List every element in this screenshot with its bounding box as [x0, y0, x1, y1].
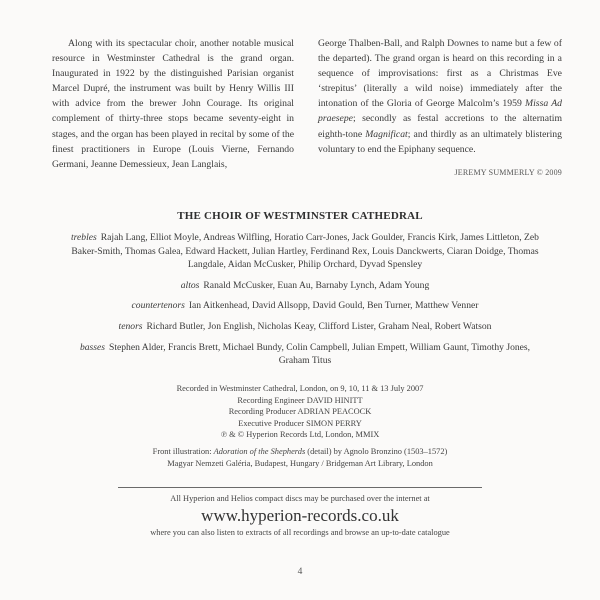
voice-members: Ranald McCusker, Euan Au, Barnaby Lynch, Adam Young — [203, 279, 430, 291]
voice-members: Richard Butler, Jon English, Nicholas Keay, Clifford Lister, Graham Neal, Robert Watson — [146, 320, 492, 332]
page-number: 4 — [297, 567, 303, 577]
recording-producer: Recording Producer ADRIAN PEACOCK — [228, 407, 372, 417]
author-signature: JEREMY SUMMERLY © 2009 — [454, 168, 562, 177]
essay-text: ; secondly as festal accretions to the alternatim eighth-tone — [318, 113, 562, 140]
voice-members: Ian Aitkenhead, David Allsopp, David Gould, Ben Turner, Matthew Venner — [188, 300, 479, 312]
choir-title: THE CHOIR OF WESTMINSTER CATHEDRAL — [177, 210, 423, 222]
illustration-title: Adoration of the Shepherds — [213, 446, 306, 456]
divider-line — [118, 487, 482, 488]
voice-trebles — [70, 231, 540, 272]
voice-countertenors — [70, 299, 540, 313]
voice-label: basses — [79, 341, 105, 353]
recording-location: Recorded in Westminster Cathedral, London, on 9, 10, 11 & 13 July 2007 — [176, 384, 424, 393]
copyright-line: ℗ & © Hyperion Records Ltd, London, MMIX — [220, 430, 380, 440]
voice-label: tenors — [118, 320, 143, 332]
voice-label: trebles — [71, 232, 97, 243]
essay-text: George Thalben-Ball, and Ralph Downes to name but a few of the departed). The grand organ is heard on this recording in a sequence of improvisations: first as a Christmas Eve ‘strepitus’ (literally a wild noise) immediately after the intonation of the Gloria of George Malcolm’s 1959 — [318, 38, 562, 110]
voice-members: Rajah Lang, Elliot Moyle, Andreas Wilfling, Horatio Carr-Jones, Jack Goulder, Francis Kirk, James Littleton, Zeb Baker-Smith, Thomas Galea, Edward Hackett, Julian Hartley, Ferdinand Rex, Louis Danckwerts, Ciaran Doidge, Thomas Langdale, Aidan McCusker, Philip Orchard, Dyvad Spensley — [71, 232, 539, 271]
voice-basses — [70, 341, 540, 368]
essay-left-column: Along with its spectacular choir, another notable musical resource in Westminster Cathedral is the grand organ. Inaugurated in 1922 by the distinguished Parisian organist Marcel Dupré, the instrument was built by Henry Willis III with advice from the brewer John Courage. Its original complement of thirty-three stops became seventy-eight in stages, and the organ has been played in recital by some of the finest practitioners in Europe (Louis Vierne, Fernando Germani, Jeanne Demessieux, Jean Langlais, — [52, 38, 294, 170]
listen-line: where you can also listen to extracts of all recordings and browse an up-to-date catalogue — [150, 528, 450, 537]
voice-label: altos — [180, 279, 200, 291]
website-url[interactable]: www.hyperion-records.co.uk — [201, 506, 399, 525]
illustration-prefix: Front illustration: — [152, 446, 214, 456]
executive-producer: Executive Producer SIMON PERRY — [238, 418, 362, 428]
essay-text: ; and thirdly as an ultimately blistering voluntary to end the Epiphany sequence. — [318, 128, 562, 155]
recording-engineer: Recording Engineer DAVID HINITT — [237, 395, 363, 405]
work-title: Magnificat — [365, 128, 408, 140]
gallery-credit: Magyar Nemzeti Galéria, Budapest, Hungary / Bridgeman Art Library, London — [167, 458, 433, 468]
voice-members: Stephen Alder, Francis Brett, Michael Bundy, Colin Campbell, Julian Empett, William Gaunt, Timothy Jones, Graham Titus — [109, 341, 531, 367]
work-title: Missa Ad praesepe — [318, 98, 562, 125]
recording-credits — [0, 383, 600, 469]
voice-altos — [70, 279, 540, 293]
purchase-line: All Hyperion and Helios compact discs may be purchased over the internet at — [170, 494, 430, 503]
illustration-suffix: (detail) by Agnolo Bronzino (1503–1572) — [305, 446, 448, 456]
voice-tenors — [70, 320, 540, 334]
illustration-credit — [0, 446, 600, 458]
voice-label: countertenors — [131, 300, 185, 312]
essay-right-column — [318, 36, 562, 157]
choir-roster — [70, 231, 540, 375]
web-footer — [0, 493, 600, 539]
